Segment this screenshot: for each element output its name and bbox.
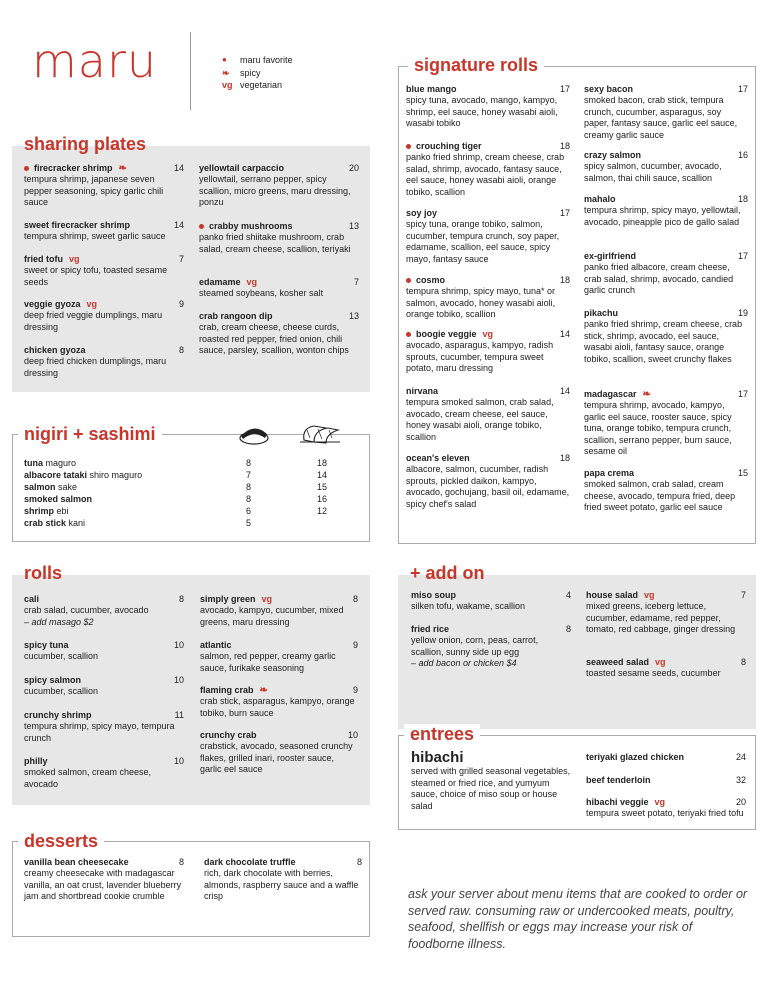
legend-label: maru favorite [240,55,293,65]
item-description: cucumber, scallion [24,686,99,696]
chili-pepper-icon: ❧ [118,163,127,174]
item-price: 7 [353,277,359,287]
favorite-dot-icon [406,278,411,283]
sashimi-price: 18 [317,458,328,468]
item-name: house salad [586,590,639,600]
item-price: 10 [173,640,184,650]
item-name: ocean's eleven [406,453,470,463]
add-on-title: + add on [410,563,485,583]
food-safety-disclaimer: ask your server about menu items that are cooked to order or served raw. consuming raw or undercooked meats, poultry, seafood, shellfish or eggs may increase your risk of foodborne illness. [408,887,748,951]
item-price: 14 [559,386,570,396]
legend-favorite [222,54,293,67]
menu-item [406,453,570,510]
menu-item [586,752,746,763]
item-note: – add bacon or chicken $4 [411,658,517,668]
item-description: served with grilled seasonal vegetables, steamed or fried rice, and yumyum sauce, choice of miso soup or house salad [411,766,571,811]
vegetarian-icon: vg [86,299,98,309]
item-name: papa crema [584,468,635,478]
nigiri-price: 8 [246,494,252,504]
nigiri-row [24,506,344,518]
item-name: philly [24,756,48,766]
item-japanese-name: sake [58,482,78,492]
item-description: tempura shrimp, spicy mayo, yellowtail, avocado, pineapple pico de gallo salad [584,205,741,227]
sashimi-price: 16 [317,494,328,504]
menu-item [24,163,184,209]
item-description: yellowtail, serrano pepper, spicy scallion, micro greens, maru dressing, ponzu [199,174,351,207]
item-name: miso soup [411,590,457,600]
item-note: – add masago $2 [24,616,94,627]
item-price: 20 [348,163,359,173]
nigiri-row [24,458,344,470]
item-name: crunchy crab [200,730,257,740]
menu-item [199,221,359,255]
menu-item [199,277,359,300]
favorite-dot-icon [406,144,411,149]
item-description: smoked bacon, crab stick, tempura crunch, cucumber, asparagus, soy paper, fantasy sauce, garlic eel sauce, creamy garlic sauce [584,95,738,140]
item-price: 7 [740,590,746,600]
menu-item [586,775,746,786]
item-price: 8 [178,857,184,867]
item-price: 17 [559,208,570,218]
item-description: crab salad, cucumber, avocado [24,605,149,615]
legend-label: spicy [240,67,261,78]
item-price: 18 [737,194,748,204]
item-price: 8 [740,657,746,667]
item-name: vanilla bean cheesecake [24,857,129,867]
item-description: tempura shrimp, sweet garlic sauce [24,231,166,241]
item-description: tempura sweet potato, teriyaki fried tofu [586,808,744,818]
item-japanese-name: maguro [45,458,77,468]
item-name: veggie gyoza [24,299,81,309]
menu-item [586,590,746,636]
item-name: firecracker shrimp [34,163,113,173]
sashimi-price: 12 [317,506,328,516]
menu-item [406,84,570,130]
item-price: 8 [352,594,358,604]
item-name: simply green [200,594,256,604]
item-name: tuna [24,458,43,468]
menu-item [406,275,570,321]
menu-item [586,797,746,820]
nigiri-row [24,494,344,506]
legend-label: vegetarian [240,80,283,90]
menu-item [584,308,748,365]
item-name: dark chocolate truffle [204,857,296,867]
menu-item [586,657,746,680]
item-price: 4 [565,590,571,600]
item-name: fried rice [411,624,450,634]
item-price: 11 [174,710,184,720]
nigiri-price: 6 [246,506,252,516]
menu-item [24,710,184,744]
menu-item [199,311,359,357]
vegetarian-icon: vg [644,590,655,600]
nigiri-price: 5 [246,518,252,528]
menu-item [584,84,748,141]
menu-item [24,299,184,333]
menu-item [200,594,358,628]
item-price: 10 [173,675,184,685]
menu-item [584,389,748,458]
item-description: panko fried shiitake mushroom, crab salad, cream cheese, scallion, teriyaki [199,232,351,254]
item-description: avocado, asparagus, kampyo, radish sprouts, cucumber, tempura sweet potato, maru dressing [406,340,554,373]
item-price: 13 [348,311,359,321]
item-name: atlantic [200,640,232,650]
menu-item [24,756,184,790]
item-name: flaming crab [200,685,254,695]
item-description: crabstick, avocado, seasoned crunchy flakes, grilled inari, rooster sauce, garlic eel sauce [200,741,353,774]
item-name: cosmo [416,275,446,285]
item-name: sexy bacon [584,84,634,94]
item-description: mixed greens, iceberg lettuce, cucumber, edamame, red pepper, tomato, red cabbage, ginger dressing [586,601,736,634]
item-description: deep fried veggie dumplings, maru dressing [24,310,163,332]
legend-spicy [222,67,293,80]
menu-item [24,594,184,628]
menu-item [24,675,184,698]
vegetarian-icon: vg [482,329,494,339]
menu-item [411,624,571,670]
favorite-dot-icon [24,166,29,171]
menu-item [584,150,748,184]
menu-item [584,251,748,297]
item-japanese-name: ebi [56,506,69,516]
item-price: 19 [737,308,748,318]
item-price: 17 [737,84,748,94]
item-name: hibachi [411,749,464,766]
item-name: hibachi veggie [586,797,649,807]
nigiri-price: 7 [246,470,252,480]
menu-item [406,329,570,375]
item-name: nirvana [406,386,439,396]
item-name: shrimp [24,506,55,516]
item-description: sweet or spicy tofu, toasted sesame seeds [24,265,168,287]
item-name: soy joy [406,208,438,218]
item-description: salmon, red pepper, creamy garlic sauce, furikake seasoning [200,651,336,673]
menu-item [406,386,570,443]
item-description: crab stick, asparagus, kampyo, orange tobiko, burn sauce [200,696,355,718]
item-price: 17 [737,389,748,399]
item-description: avocado, kampyo, cucumber, mixed greens, maru dressing [200,605,344,627]
favorite-dot-icon: ● [222,55,227,64]
menu-legend [222,54,293,92]
menu-item [406,208,570,265]
chili-pepper-icon: ❧ [222,67,230,78]
menu-item [204,857,362,903]
vegetarian-icon: vg [69,254,80,264]
item-name: beef tenderloin [586,775,651,785]
item-price: 9 [178,299,184,309]
sharing-plates-title: sharing plates [24,134,147,154]
item-price: 16 [737,150,748,160]
menu-item [200,640,358,674]
item-japanese-name: kani [68,518,86,528]
item-description: cucumber, scallion [24,651,99,661]
item-name: yellowtail carpaccio [199,163,285,173]
item-description: steamed soybeans, kosher salt [199,288,324,298]
item-price: 17 [737,251,748,261]
desserts-title: desserts [18,831,104,851]
menu-item [24,220,184,243]
item-price: 18 [559,453,570,463]
item-name: crouching tiger [416,141,482,151]
menu-item [24,254,184,288]
nigiri-price: 8 [246,458,252,468]
menu-item [199,163,359,209]
item-name: crunchy shrimp [24,710,92,720]
item-price: 10 [173,756,184,766]
item-description: tempura smoked salmon, crab salad, avocado, cream cheese, eel sauce, honey wasabi aioli, orange tobiko, scallion [406,397,554,442]
item-price: 8 [565,624,571,634]
item-description: crab, cream cheese, cheese curds, roasted red pepper, fried onion, chili sauce, parsley, scallion, wonton chips [199,322,349,355]
item-price: 14 [173,220,184,230]
item-price: 9 [352,685,358,695]
item-name: spicy tuna [24,640,69,650]
nigiri-row [24,470,344,482]
item-name: madagascar [584,389,637,399]
favorite-dot-icon [406,332,411,337]
item-name: chicken gyoza [24,345,86,355]
item-price: 18 [559,141,570,151]
rolls-title: rolls [24,563,63,583]
item-price: 10 [347,730,358,740]
item-name: pikachu [584,308,619,318]
item-description: tempura shrimp, japanese seven pepper seasoning, spicy garlic chili sauce [24,174,164,207]
item-price: 8 [178,345,184,355]
sashimi-price: 15 [317,482,328,492]
item-description: yellow onion, corn, peas, carrot, scallion, sunny side up egg [411,635,539,657]
item-description: toasted sesame seeds, cucumber [586,668,721,678]
vegetarian-icon: vg [222,80,233,90]
vegetarian-icon: vg [655,657,666,667]
item-price: 24 [735,752,746,762]
item-price: 18 [559,275,570,285]
item-price: 32 [735,775,746,785]
item-description: creamy cheesecake with madagascar vanilla, an oat crust, lavender blueberry jam and shortbread cookie crumble [24,868,182,901]
chili-pepper-icon: ❧ [642,389,651,400]
menu-item [584,194,748,228]
item-name: crazy salmon [584,150,642,160]
nigiri-row [24,482,344,494]
item-description: spicy salmon, cucumber, avocado, salmon, thai chili sauce, scallion [584,161,722,183]
item-japanese-name: shiro maguro [89,470,143,480]
legend-vegetarian [222,79,293,92]
item-price: 20 [735,797,746,807]
item-name: seaweed salad [586,657,650,667]
chili-pepper-icon: ❧ [259,685,268,696]
favorite-dot-icon [199,224,204,229]
item-name: mahalo [584,194,616,204]
item-description: tempura shrimp, spicy mayo, tempura crunch [24,721,175,743]
item-price: 8 [356,857,362,867]
item-name: sweet firecracker shrimp [24,220,131,230]
item-price: 9 [352,640,358,650]
item-description: silken tofu, wakame, scallion [411,601,526,611]
item-name: teriyaki glazed chicken [586,752,685,762]
menu-item [24,857,184,903]
nigiri-row [24,518,344,530]
item-name: cali [24,594,40,604]
item-description: smoked salmon, crab salad, cream cheese, avocado, tempura fried, deep fried sweet potato, garlic eel sauce [584,479,736,512]
nigiri-title: nigiri + sashimi [18,424,162,444]
item-price: 8 [178,594,184,604]
item-name: boogie veggie [416,329,477,339]
item-name: crab stick [24,518,67,528]
item-name: ex-girlfriend [584,251,637,261]
item-description: panko fried albacore, cream cheese, crab salad, shrimp, avocado, candied garlic crunch [584,262,734,295]
item-name: smoked salmon [24,494,93,504]
signature-rolls-title: signature rolls [408,55,544,75]
entrees-title: entrees [404,724,480,744]
item-description: spicy tuna, avocado, mango, kampyo, shrimp, eel sauce, honey wasabi aioli, wasabi tobiko [406,95,558,128]
item-price: 13 [348,221,359,231]
item-name: crab rangoon dip [199,311,273,321]
item-description: smoked salmon, cream cheese, avocado [24,767,152,789]
item-price: 14 [173,163,184,173]
item-description: panko fried shrimp, cream cheese, crab salad, shrimp, avocado, fantasy sauce, eel sauce, honey wasabi aioli, orange tobiko, scallion [406,152,565,197]
item-price: 7 [178,254,184,264]
item-description: tempura shrimp, avocado, kampyo, garlic eel sauce, rooster sauce, spicy tuna, orange tobiko, tempura crunch, scallion, serrano pepper, burn sauce, sesame oil [584,400,732,456]
menu-item [200,685,358,719]
brand-logo: maru [32,34,158,88]
item-price: 15 [737,468,748,478]
hibachi-item [411,750,577,812]
item-description: panko fried shrimp, cream cheese, crab stick, shrimp, avocado, eel sauce, wasabi aioli, fantasy sauce, orange tobiko, scallion, sweet crunchy flakes [584,319,743,364]
vegetarian-icon: vg [261,594,273,604]
item-name: spicy salmon [24,675,82,685]
vegetarian-icon: vg [246,277,258,287]
vegetarian-icon: vg [654,797,666,807]
item-description: spicy tuna, orange tobiko, salmon, cucumber, tempura crunch, soy paper, edamame, scallion, eel sauce, spicy mayo, fantasy sauce [406,219,560,264]
item-price: 14 [559,329,570,339]
menu-item [406,141,570,198]
menu-item [24,345,184,379]
menu-item [411,590,571,613]
nigiri-price: 8 [246,482,252,492]
menu-item [584,468,748,514]
item-description: deep fried chicken dumplings, maru dressing [24,356,167,378]
sashimi-price: 14 [317,470,328,480]
header-divider [190,32,191,110]
item-description: rich, dark chocolate with berries, almonds, raspberry sauce and a waffle crisp [204,868,359,901]
menu-item [200,730,358,776]
item-name: edamame [199,277,241,287]
item-name: albacore tataki [24,470,88,480]
item-name: fried tofu [24,254,63,264]
item-name: salmon [24,482,56,492]
item-price: 17 [559,84,570,94]
item-name: crabby mushrooms [209,221,293,231]
item-name: blue mango [406,84,457,94]
nigiri-sushi-icon [236,420,344,446]
menu-item [24,640,184,663]
item-description: albacore, salmon, cucumber, radish sprouts, pickled daikon, kampyo, avocado, gochujang, basil oil, edamame, spicy chef's salad [406,464,570,509]
item-description: tempura shrimp, spicy mayo, tuna* or salmon, avocado, honey wasabi aioli, orange tobiko, scallion [406,286,556,319]
